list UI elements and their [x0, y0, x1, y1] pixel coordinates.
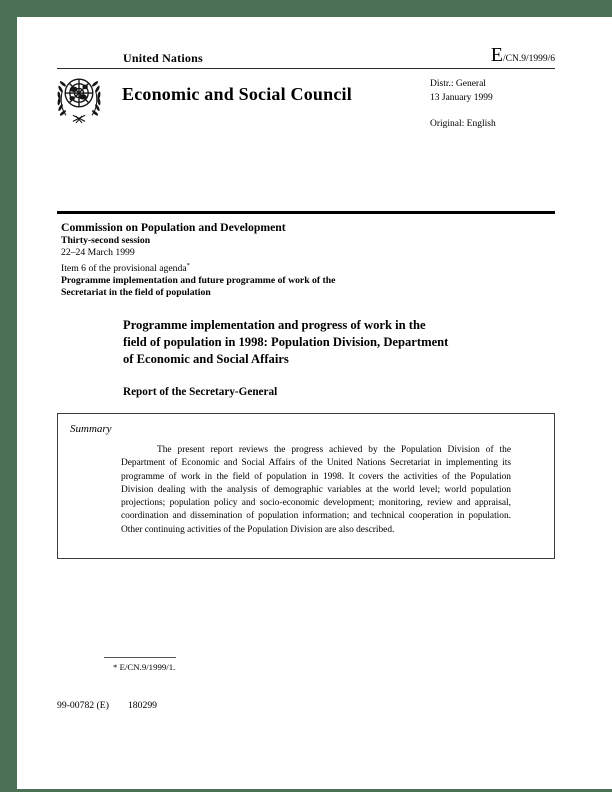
- distr-line: Distr.: General: [430, 79, 486, 89]
- report-title-line3: of Economic and Social Affairs: [123, 352, 289, 367]
- summary-paragraph: The present report reviews the progress achieved by the Population Division of the Department of Economic and Social Affairs of the United Nations Secretariat in implementing its programme of work in the field of population in 1998. It covers the activities of the Population Division dealing with the analysis of demographic variables at the world level; world population projections; population policy and socio-economic development; monitoring, review and appraisal, coordination and dissemination of population information; and technical cooperation in population. Other continuing activities of the Population Division are also described.: [121, 445, 511, 535]
- commission-name: Commission on Population and Development: [61, 221, 286, 234]
- original-language-line: Original: English: [430, 119, 496, 129]
- document-symbol-series: E: [490, 44, 503, 66]
- agenda-item-text: Item 6 of the provisional agenda: [61, 262, 187, 274]
- summary-box: [57, 413, 555, 559]
- report-title-line2: field of population in 1998: Population Division, Department: [123, 335, 449, 350]
- header-rule: [57, 68, 555, 69]
- summary-heading: Summary: [70, 423, 112, 435]
- report-title: [123, 317, 448, 369]
- agenda-subject-line2: Secretariat in the field of population: [61, 287, 211, 299]
- report-subtitle: Report of the Secretary-General: [123, 386, 278, 398]
- footer-line: [57, 700, 157, 711]
- footer-doc-number: 99-00782 (E): [57, 700, 109, 711]
- united-nations-label: United Nations: [123, 51, 203, 65]
- document-symbol-number: /CN.9/1999/6: [503, 54, 555, 64]
- date-line: 13 January 1999: [430, 92, 493, 103]
- footer-print-code: 180299: [127, 700, 157, 711]
- session-block: [61, 220, 335, 300]
- document-symbol: [57, 44, 555, 67]
- footnote-rule: [104, 657, 176, 658]
- footnote-text: * E/CN.9/1999/1.: [113, 662, 176, 672]
- agenda-footnote-marker: *: [186, 261, 190, 269]
- council-title: Economic and Social Council: [122, 84, 352, 104]
- scan-border-left: [0, 0, 17, 792]
- session-number: Thirty-second session: [61, 235, 151, 246]
- scan-border-top: [0, 0, 612, 17]
- un-emblem-icon: [56, 71, 102, 135]
- report-title-line1: Programme implementation and progress of work in the: [123, 318, 426, 332]
- section-divider-rule: [57, 211, 555, 214]
- agenda-subject-line1: Programme implementation and future programme of work of the: [61, 275, 336, 287]
- agenda-item-line: [61, 260, 335, 276]
- session-dates: 22–24 March 1999: [61, 247, 135, 259]
- distribution-block: [430, 78, 493, 105]
